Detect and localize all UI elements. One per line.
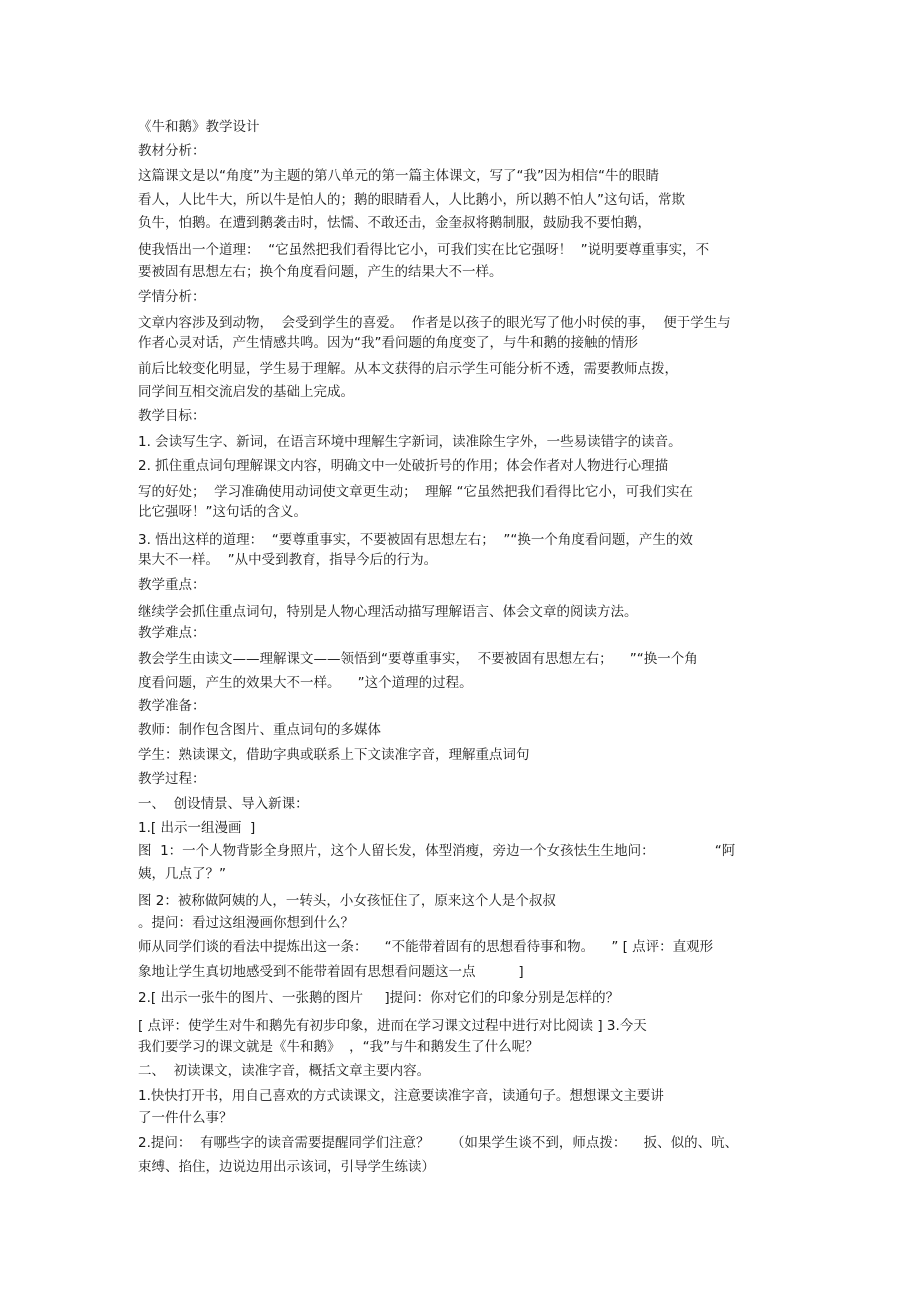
paragraph-line: 束缚、掐住，边说边用出示该词，引导学生练读） <box>138 1159 435 1175</box>
paragraph-line: 学生：熟读课文，借助字典或联系上下文读准字音，理解重点词句 <box>138 747 530 763</box>
paragraph-line: 图 1：一个人物背影全身照片，这个人留长发，体型消瘦，旁边一个女孩怯生生地问： “阿 <box>138 843 736 859</box>
paragraph-line: 作者心灵对话，产生情感共鸣。因为“我”看问题的角度变了，与牛和鹅的接触的情形 <box>138 335 638 351</box>
paragraph-line: 写的好处； 学习准确使用动词使文章更生动； 理解 “它虽然把我们看得比它小，可我们实在 <box>138 484 693 500</box>
list-item: 2.[ 出示一张牛的图片、一张鹅的图片 ]提问：你对它们的印象分别是怎样的？ <box>138 990 620 1006</box>
step-heading: 二、 初读课文，读准字音，概括文章主要内容。 <box>138 1063 431 1079</box>
paragraph-line: 度看问题，产生的效果大不一样。 ”这个道理的过程。 <box>138 675 473 691</box>
paragraph-line: 象地让学生真切地感受到不能带着固有思想看问题这一点 ] <box>138 964 524 980</box>
paragraph-line: 果大不一样。 ”从中受到教育，指导今后的行为。 <box>138 552 438 568</box>
section-heading: 教学准备： <box>138 698 206 714</box>
section-heading: 教学难点： <box>138 625 206 641</box>
paragraph-line: [ 点评：使学生对牛和鹅先有初步印象，进而在学习课文过程中进行对比阅读 ] 3.今天 <box>138 1018 647 1034</box>
list-item: 1. 会读写生字、新词，在语言环境中理解生字新词，读准除生字外，一些易读错字的读音。 <box>138 434 682 450</box>
paragraph-line: 使我悟出一个道理： “它虽然把我们看得比它小，可我们实在比它强呀！ ”说明要尊重事实，不 <box>138 242 710 258</box>
paragraph-line: 比它强呀！”这句话的含义。 <box>138 504 307 520</box>
paragraph-line: 我们要学习的课文就是《牛和鹅》 ，“我”与牛和鹅发生了什么呢？ <box>138 1039 539 1055</box>
list-item: 1.快快打开书，用自己喜欢的方式读课文，注意要读准字音，读通句子。想想课文主要讲 <box>138 1088 664 1104</box>
paragraph-line: 了一件什么事？ <box>138 1110 233 1126</box>
section-heading: 教学目标： <box>138 408 206 424</box>
paragraph-line: 前后比较变化明显，学生易于理解。从本文获得的启示学生可能分析不透，需要教师点拨， <box>138 361 678 377</box>
paragraph-line: 教会学生由读文——理解课文——领悟到“要尊重事实， 不要被固有思想左右； ”“换一个角 <box>138 651 698 667</box>
doc-title: 《牛和鹅》教学设计 <box>138 119 260 135</box>
paragraph-line: 师从同学们谈的看法中提炼出这一条： “不能带着固有的思想看待事和物。 ” [ 点评：直观形 <box>138 939 714 955</box>
paragraph-line: 姨，几点了？” <box>138 866 226 882</box>
list-item: 2. 抓住重点词句理解课文内容，明确文中一处破折号的作用；体会作者对人物进行心理描 <box>138 458 669 474</box>
paragraph-line: 同学间互相交流启发的基础上完成。 <box>138 384 354 400</box>
list-item: 1.[ 出示一组漫画 ] <box>138 820 256 836</box>
paragraph-line: 负牛，怕鹅。在遭到鹅袭击时，怯懦、不敢还击，金奎叔将鹅制服，鼓励我不要怕鹅， <box>138 215 651 231</box>
paragraph-line: 要被固有思想左右；换个角度看问题，产生的结果大不一样。 <box>138 264 503 280</box>
paragraph-line: 图 2：被称做阿姨的人，一转头，小女孩怔住了，原来这个人是个叔叔 <box>138 893 556 909</box>
paragraph-line: 这篇课文是以“角度”为主题的第八单元的第一篇主体课文，写了“我”因为相信“牛的眼睛 <box>138 168 659 184</box>
step-heading: 一、 创设情景、导入新课： <box>138 796 309 812</box>
list-item: 3. 悟出这样的道理： “要尊重事实，不要被固有思想左右； ”“换一个角度看问题，产生的效 <box>138 532 693 548</box>
list-item: 2.提问： 有哪些字的读音需要提醒同学们注意？ （如果学生谈不到，师点拨： 扳、似的、吭、 <box>138 1135 739 1151</box>
paragraph-line: 看人，人比牛大，所以牛是怕人的；鹅的眼睛看人，人比鹅小，所以鹅不怕人”这句话，常欺 <box>138 192 685 208</box>
paragraph-line: 文章内容涉及到动物， 会受到学生的喜爱。 作者是以孩子的眼光写了他小时侯的事， 便于学生与 <box>138 315 731 331</box>
paragraph-line: 教师：制作包含图片、重点词句的多媒体 <box>138 722 381 738</box>
section-heading: 教学过程： <box>138 771 206 787</box>
paragraph-line: 。提问：看过这组漫画你想到什么？ <box>138 915 354 931</box>
paragraph-line: 继续学会抓住重点词句，特别是人物心理活动描写理解语言、体会文章的阅读方法。 <box>138 604 638 620</box>
section-heading: 学情分析： <box>138 289 206 305</box>
section-heading: 教学重点： <box>138 577 206 593</box>
section-heading: 教材分析： <box>138 143 206 159</box>
